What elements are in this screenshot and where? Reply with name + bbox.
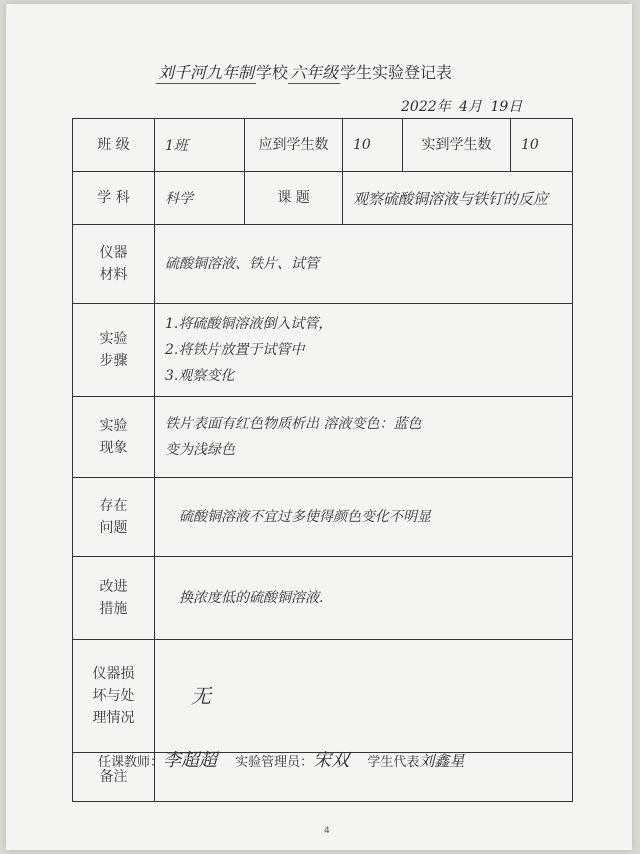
table-row-damage [73,640,573,753]
damage-label-line3: 理情况 [92,710,135,726]
actual-students-value[interactable]: 10 [511,119,573,172]
phenomenon-value[interactable] [155,397,573,478]
steps-label [73,304,155,397]
phenomenon-label-line2: 现象 [99,440,128,456]
manager-label: 实验管理员： [235,755,314,770]
phenomenon-line: 铁片表面有红色物质析出 溶液变色：蓝色 [165,416,422,432]
signature-footer [98,746,618,772]
actual-students-label: 实到学生数 [403,119,511,172]
class-value[interactable]: 1班 [155,119,245,172]
date-year: 2022年 [401,99,451,115]
table-row-phenomenon [73,397,573,478]
materials-value[interactable]: 硫酸铜溶液、铁片、试管 [155,225,573,304]
problems-label [73,478,155,557]
steps-label-line2: 步骤 [99,353,128,369]
materials-label-line2: 材料 [99,267,128,283]
teacher-signature: 李超超 [163,750,218,771]
table-row-materials [73,225,573,304]
improvement-label-line1: 改进 [99,579,128,595]
student-rep-label: 学生代表 [367,755,420,770]
steps-value[interactable] [155,304,573,397]
form-name: 学生实验登记表 [340,63,453,82]
table-row-problems [73,478,573,557]
form-date [401,96,526,116]
school-suffix: 学校 [256,63,289,82]
phenomenon-label-line1: 实验 [99,418,128,434]
phenomenon-label [73,397,155,478]
grade-value: 六年级 [288,60,340,84]
materials-label-line1: 仪器 [99,245,128,261]
class-label: 班 级 [73,119,155,172]
subject-value[interactable]: 科学 [155,172,245,225]
table-row-improvement [73,557,573,640]
damage-label [73,640,155,753]
experiment-record-table [72,118,573,802]
subject-label: 学 科 [73,172,155,225]
damage-value[interactable]: 无 [155,640,573,753]
step-line: 3.观察变化 [165,368,235,384]
topic-label: 课 题 [245,172,343,225]
problems-value[interactable]: 硫酸铜溶液不宜过多使得颜色变化不明显 [155,478,573,557]
remarks-label: 备注 [73,753,155,802]
table-row-subject [73,172,573,225]
student-rep-signature: 刘鑫星 [419,752,465,770]
damage-label-line1: 仪器损 [92,666,135,682]
step-line: 1.将硫酸铜溶液倒入试管， [165,316,333,332]
problems-label-line2: 问题 [99,520,128,536]
school-name: 刘千河九年制 [156,60,256,84]
materials-label [73,225,155,304]
steps-label-line1: 实验 [99,331,128,347]
page-number: 4 [324,826,330,836]
form-sheet [6,4,632,850]
manager-signature: 宋双 [313,750,350,771]
phenomenon-line: 变为浅绿色 [165,442,235,458]
improvement-label [73,557,155,640]
table-row-steps [73,304,573,397]
problems-label-line1: 存在 [99,498,128,514]
table-row-class [73,119,573,172]
date-day: 19日 [490,99,523,115]
expected-students-value[interactable]: 10 [343,119,403,172]
improvement-label-line2: 措施 [99,601,128,617]
step-line: 2.将铁片放置于试管中 [165,342,305,358]
damage-label-line2: 坏与处 [92,688,135,704]
topic-value[interactable]: 观察硫酸铜溶液与铁钉的反应 [343,172,573,225]
expected-students-label: 应到学生数 [245,119,343,172]
improvement-value[interactable]: 换浓度低的硫酸铜溶液. [155,557,573,640]
date-month: 4月 [459,99,483,115]
teacher-label: 任课教师： [98,755,164,770]
form-title [156,60,536,84]
